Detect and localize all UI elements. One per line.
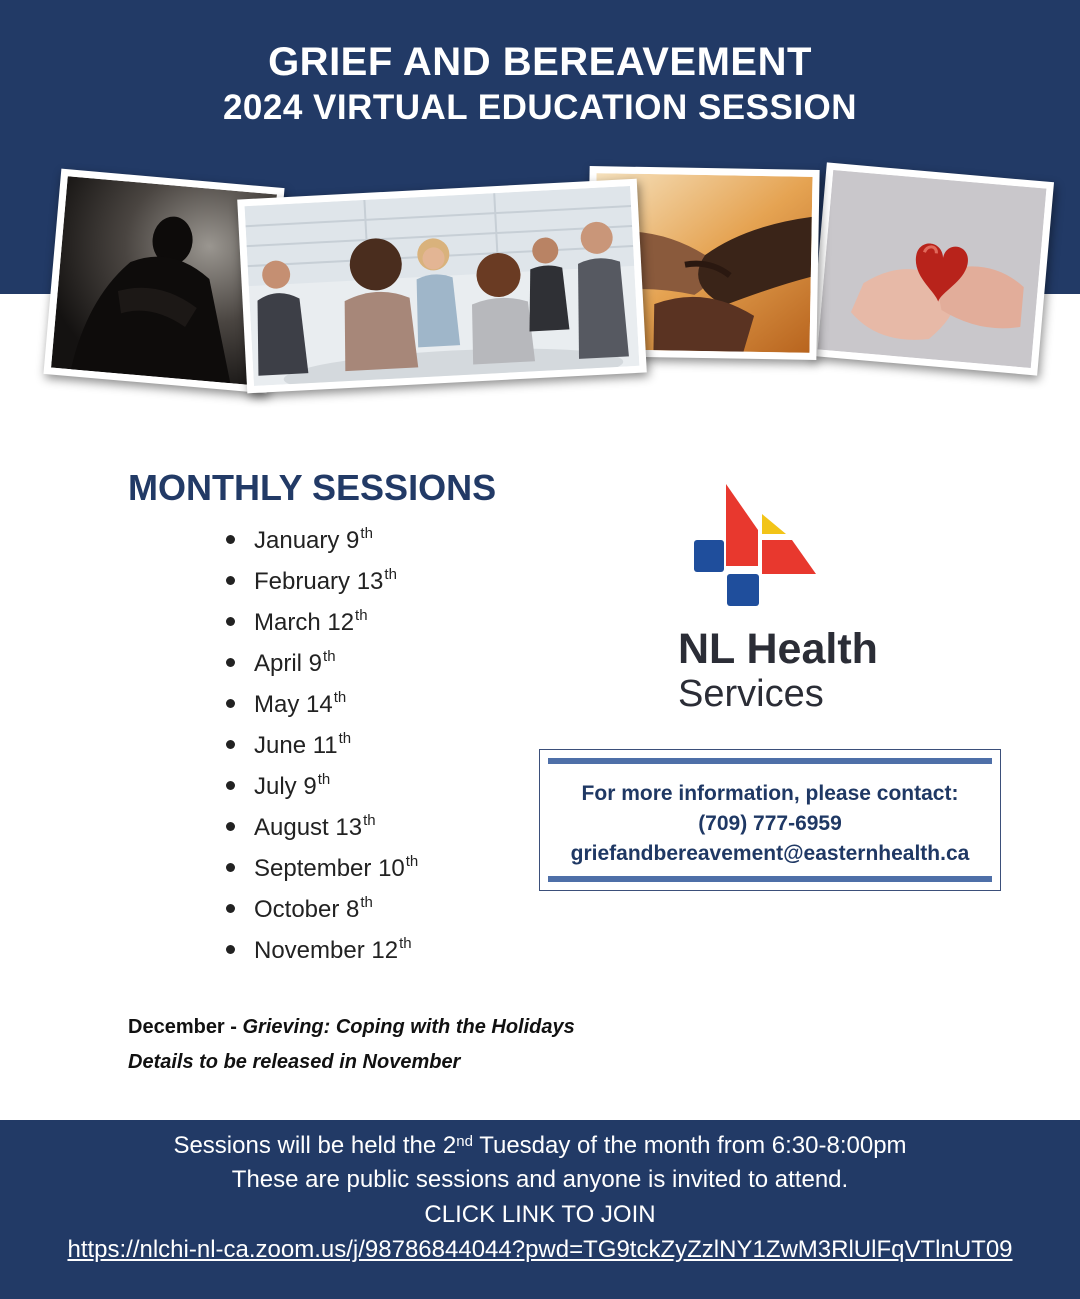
contact-label: For more information, please contact: (581, 782, 959, 805)
logo-text-line-1: NL Health (678, 625, 878, 673)
bullet-icon (226, 781, 235, 790)
footer-schedule-line: Sessions will be held the 2nd Tuesday of the month from 6:30-8:00pm (173, 1132, 907, 1159)
logo-blue-square-left (694, 540, 724, 572)
nl-health-logo-text (678, 625, 878, 715)
footer-public-line: These are public sessions and anyone is invited to attend. (231, 1166, 849, 1193)
logo-red-shape-top (726, 484, 758, 566)
footer-band (0, 1120, 1080, 1299)
logo-yellow-shape (762, 514, 786, 534)
contact-box-top-rule (548, 758, 992, 764)
bullet-icon (226, 822, 235, 831)
session-date-item: August 13th (226, 810, 418, 851)
contact-email[interactable]: griefandbereavement@easternhealth.ca (570, 842, 970, 865)
december-topic: Grieving: Coping with the Holidays (242, 1016, 575, 1038)
december-details: Details to be released in November (128, 1051, 461, 1073)
bullet-icon (226, 658, 235, 667)
title-line-2: 2024 VIRTUAL EDUCATION SESSION (222, 88, 858, 127)
session-date-item: January 9th (226, 523, 418, 564)
session-date-item: September 10th (226, 851, 418, 892)
heart-in-hands-photo (810, 162, 1054, 375)
footer-click-link-label: CLICK LINK TO JOIN (424, 1201, 656, 1228)
title-line-1: GRIEF AND BEREAVEMENT (268, 40, 812, 84)
bullet-icon (226, 617, 235, 626)
session-date-item: April 9th (226, 646, 418, 687)
december-session-line: December - Grieving: Coping with the Holidays (128, 1016, 575, 1038)
session-date-item: June 11th (226, 728, 418, 769)
contact-phone[interactable]: (709) 777-6959 (698, 812, 842, 835)
logo-blue-square-bottom (727, 574, 759, 606)
support-group-photo (237, 179, 647, 394)
footer-link-line (0, 1236, 1080, 1264)
monthly-sessions-heading: MONTHLY SESSIONS (128, 467, 497, 508)
session-date-item: May 14th (226, 687, 418, 728)
session-date-item: July 9th (226, 769, 418, 810)
session-date-item: November 12th (226, 933, 418, 974)
bullet-icon (226, 904, 235, 913)
session-date-list (226, 523, 418, 974)
logo-text-line-2: Services (678, 673, 824, 715)
contact-box-bottom-rule (548, 876, 992, 882)
bullet-icon (226, 945, 235, 954)
session-date-item: October 8th (226, 892, 418, 933)
session-date-item: February 13th (226, 564, 418, 605)
bullet-icon (226, 576, 235, 585)
zoom-join-link[interactable]: https://nlchi-nl-ca.zoom.us/j/98786844044?pwd=TG9tckZyZzlNY1ZwM3RlUlFqVTlnUT09 (67, 1236, 1013, 1263)
bullet-icon (226, 863, 235, 872)
contact-info-box (539, 749, 1001, 891)
bullet-icon (226, 535, 235, 544)
session-date-item: March 12th (226, 605, 418, 646)
bullet-icon (226, 740, 235, 749)
logo-red-shape-right (762, 540, 816, 574)
nl-health-logo-icon (690, 482, 818, 608)
bullet-icon (226, 699, 235, 708)
